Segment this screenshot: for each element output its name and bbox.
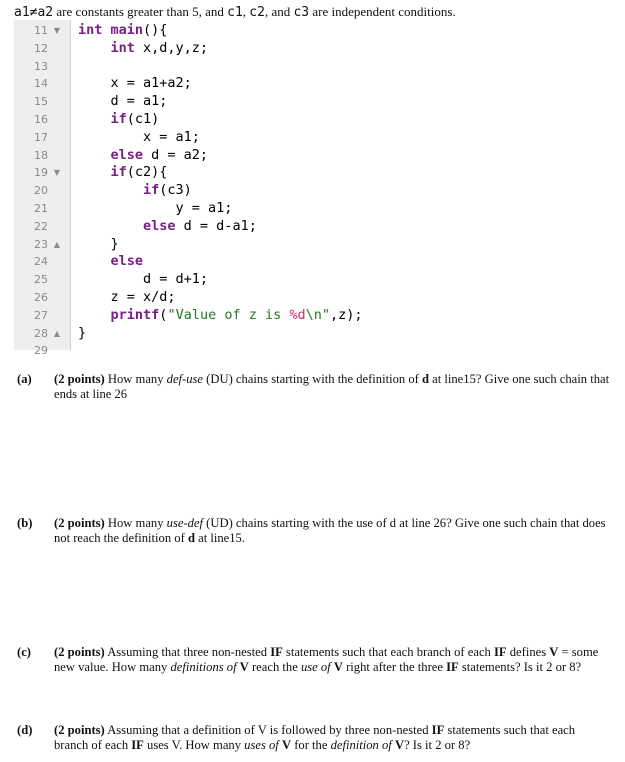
question-d-uses: uses of [244,738,282,752]
code-token: (){ [143,22,168,38]
question-c-defs: definitions of [170,660,240,674]
code-line [14,147,625,165]
var-c2: c2 [249,5,265,20]
question-b-text: at line15. [194,531,245,545]
code-line [14,182,625,200]
code-token: x = a1; [78,128,200,145]
code-text [78,75,192,93]
line-number-text: 27 [34,308,48,322]
question-a [17,372,610,402]
line-number-text: 28 [34,326,48,340]
question-c-text: reach the [248,660,301,674]
question-a-term: def-use [166,372,204,386]
code-token: x = a1+a2; [78,75,192,92]
line-number-text: 29 [34,344,48,358]
line-number-text: 19 [34,166,48,180]
intro-text-1: are constants greater than 5, and [53,4,228,19]
var-c1: c1 [227,5,243,20]
question-c-if: IF [446,660,459,674]
question-d-label: (d) [17,723,33,737]
question-a-text: How many [104,372,167,386]
code-line [14,164,625,182]
line-number-text: 22 [34,219,48,233]
code-line [14,253,625,271]
code-token: y = a1; [78,200,233,216]
code-line [14,22,625,40]
fold-expand-icon[interactable]: ▲ [53,328,60,338]
line-number-text: 17 [34,130,48,144]
line-number-text: 11 [34,24,48,37]
code-token-kw: if [110,111,127,127]
code-token: ,z); [330,306,363,323]
question-c-text: statements? Is it 2 or 8? [458,660,582,674]
line-number-text: 12 [34,41,48,55]
code-token-kw: else [110,146,144,163]
question-a-points: (2 points) [54,372,105,386]
line-number-text: 25 [34,273,48,287]
question-d-points: (2 points) [54,723,105,737]
code-text [78,182,192,200]
question-d [17,723,610,753]
question-c [17,645,610,675]
question-a-text: at line15? Give one such chain that ends at line 26 [54,372,610,401]
code-token-kw: printf [110,306,160,323]
question-b-points: (2 points) [54,516,105,530]
intro-sep-1: , [242,4,250,19]
code-text [78,236,119,254]
code-line [14,129,625,147]
question-d-def: definition of [330,738,395,752]
code-line [14,75,625,93]
code-text [78,307,363,325]
question-b-term: use-def [166,516,204,530]
code-token-fmt: %d [289,306,306,323]
question-d-text: Assuming that a definition of V is followed by three non-nested [104,723,432,737]
intro-sep-2: , and [264,4,294,19]
code-token: (c2){ [126,164,168,181]
code-line [14,236,625,254]
code-token [78,111,111,127]
code-token: d = d-a1; [175,217,257,234]
question-d-var: V [394,738,405,752]
code-token: z = x/d; [78,289,176,305]
question-b-text: (UD) chains starting with the use of d at line 26? Give one such chain that does not reach the definition of [54,516,606,545]
code-token: (c1) [126,111,160,127]
code-token: } [78,235,119,252]
line-number-text: 14 [34,77,48,91]
code-text [78,271,208,289]
code-token: d = d+1; [78,271,209,288]
code-text [78,325,86,343]
code-listing [14,20,625,358]
code-line [14,342,625,360]
line-number-text: 16 [34,113,48,126]
question-d-text: statements such that each branch of each [54,723,576,752]
code-token [78,40,111,56]
code-token-kw: if [110,164,127,181]
code-token-kw: else [143,217,176,234]
code-token: (c3) [159,182,192,199]
code-token-str: "Value of z is [167,306,290,323]
line-number-text: 13 [34,59,48,73]
code-text [78,218,257,236]
code-text [78,289,176,307]
code-line [14,307,625,325]
question-c-text: = some new value. How many [54,645,599,674]
question-a-text: (DU) chains starting with the definition of [203,372,422,386]
code-token [78,218,143,234]
code-text [78,22,167,40]
code-line [14,93,625,111]
question-c-var: V [333,660,343,674]
intro-text-2: are independent conditions. [309,4,456,19]
code-token-str: \n" [305,306,331,323]
question-a-var: d [421,372,429,386]
question-b-var: d [187,531,195,545]
code-token: ( [159,306,168,323]
question-d-if: IF [431,723,445,737]
question-d-text: for the [291,738,331,752]
line-number-text: 15 [34,95,48,109]
fold-expand-icon[interactable]: ▲ [53,239,60,249]
code-token [78,182,143,198]
code-token: x,d,y,z; [134,39,209,56]
code-line [14,218,625,236]
neq-sign: ≠ [29,5,38,20]
code-line [14,58,625,76]
line-number-text: 23 [34,237,48,251]
code-token-kw: else [110,253,144,270]
question-b-label: (b) [17,516,33,530]
var-a2: a2 [37,5,54,20]
line-number-text: 24 [34,255,48,269]
question-b-text: How many [104,516,167,530]
code-line [14,271,625,289]
question-c-points: (2 points) [54,645,105,659]
code-text [78,93,167,111]
question-c-use: use of [300,660,334,674]
code-line [14,111,625,129]
fold-collapse-icon[interactable]: ▼ [53,168,60,178]
code-text [78,147,208,165]
code-token-kw: int main [78,22,144,38]
intro-text [14,4,456,20]
question-c-if: IF [270,645,283,659]
line-number-text: 20 [34,184,48,198]
code-token-kw: if [143,182,160,199]
code-token: d = a1; [78,93,168,110]
question-c-text: Assuming that three non-nested [104,645,271,659]
code-token [78,147,111,163]
question-c-text: statements such that each branch of each [282,645,494,659]
code-line [14,325,625,343]
code-line [14,289,625,307]
question-d-if: IF [131,738,144,752]
question-d-text: ? Is it 2 or 8? [404,738,471,752]
line-number-text: 18 [34,148,48,162]
code-text [78,253,143,271]
var-c3: c3 [293,5,310,20]
question-d-var: V [281,738,292,752]
code-token [78,253,111,269]
code-token: } [78,324,87,341]
line-number-text: 26 [34,291,48,304]
question-a-label: (a) [17,372,32,386]
question-c-var: V [239,660,249,674]
code-text [78,129,200,147]
code-text [78,111,159,129]
code-text [78,200,232,218]
code-token: d = a2; [143,146,209,163]
question-c-var: V [549,645,559,659]
code-line [14,40,625,58]
question-b [17,516,610,546]
code-token-kw: int [110,39,135,56]
question-c-text: right after the three [342,660,447,674]
var-a1: a1 [14,5,30,20]
question-c-if: IF [494,645,507,659]
question-c-label: (c) [17,645,31,659]
line-number-text: 21 [34,202,48,215]
code-text [78,40,208,58]
question-c-text: defines [506,645,550,659]
code-text [78,164,167,182]
code-token [78,307,111,323]
code-token [78,164,111,180]
question-d-text: uses V. How many [143,738,245,752]
fold-collapse-icon[interactable]: ▼ [53,26,60,35]
code-line [14,200,625,218]
